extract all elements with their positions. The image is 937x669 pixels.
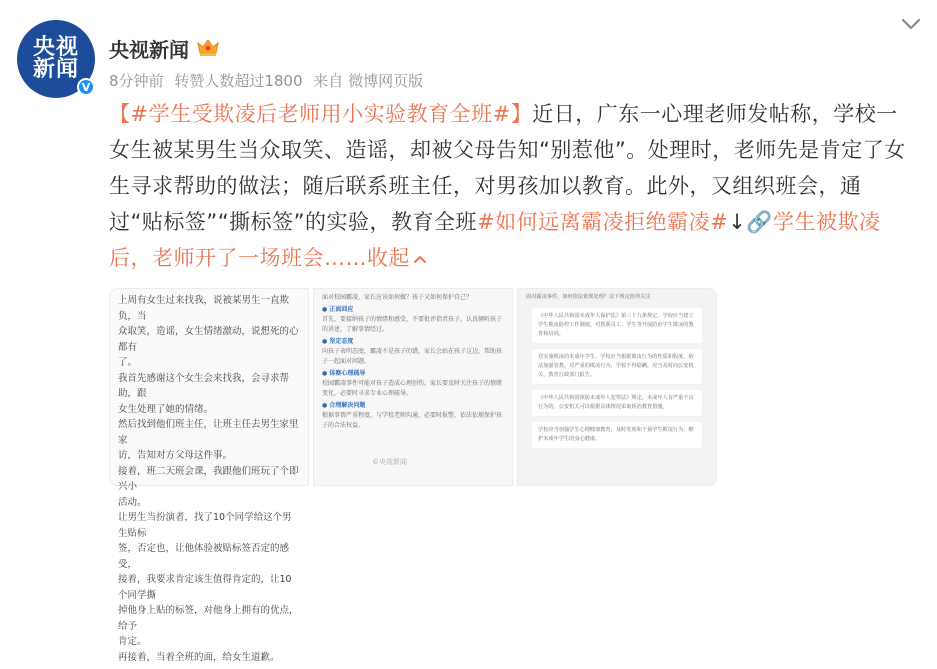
image-1-line: 接着，班二天班会课，我跟他们班玩了个即兴小 [118, 465, 299, 492]
image-2-section-body: 向孩子表明态度，霸凌不是孩子的错，家长会站在孩子这边，帮助孩子一起面对问题。 [322, 348, 503, 365]
image-1-text [110, 289, 308, 669]
image-3-intro: 面对霸凌事件，如何依法依规处理？以下规定值得关注 [526, 294, 651, 300]
image-2-section-body: 校园霸凌事件可能对孩子造成心理创伤，家长要及时关注孩子的情绪变化，必要时寻求专业心理疏导。 [322, 380, 503, 397]
account-name[interactable]: 央视新闻 [109, 38, 189, 62]
post-image-1[interactable] [109, 288, 309, 663]
post-body: 近日，广东一心理老师发帖称，学校一女生被某男生当众取笑、造谣，却被父母告知“别惹他”。处理时，老师先是肯定了女生寻求帮助的做法；随后联系班主任，对男孩加以教育。此外，又组织班会，通过“贴标签”“撕标签”的实验，教育全班 [109, 102, 906, 234]
image-1-line: 了。 [118, 357, 138, 368]
image-1-line: 肯定。 [118, 636, 147, 647]
article-link[interactable]: 🔗学生被欺凌后，老师开了一场班会…… [109, 210, 881, 270]
image-grid [109, 288, 717, 663]
image-1-line: 女生处理了她的情绪。 [118, 403, 214, 415]
image-1-line: 活动。 [118, 496, 147, 508]
verified-v-icon: V [77, 78, 95, 96]
image-3-text [518, 289, 716, 458]
image-1-line: 让男生当扮演者，找了10个同学给这个男生贴标 [118, 512, 292, 539]
post-time[interactable]: 8分钟前 [109, 72, 164, 90]
image-2-section-body: 根据事情严重程度，与学校老师沟通，必要时报警，依法依规保护孩子的合法权益。 [322, 412, 503, 429]
repost-count: 转赞人数超过1800 [174, 72, 303, 90]
collapse-button[interactable]: 收起 [367, 246, 428, 270]
image-2-section-title: ● 体察心理疏导 [322, 370, 366, 377]
post-meta [109, 70, 423, 91]
image-3-card: 学校应当加强学生心理健康教育，及时发现和干预学生欺凌行为，维护未成年学生的身心健康。 [532, 422, 702, 448]
chevron-up-icon [412, 253, 428, 265]
post-image-3[interactable] [517, 288, 717, 486]
hashtag-bullying[interactable]: #如何远离霸凌拒绝霸凌# [477, 210, 729, 234]
image-1-line: 接着，我要求肯定该生值得肯定的，让10个同学撕 [118, 574, 292, 601]
image-2-text [314, 289, 512, 435]
image-3-card: 对实施欺凌的未成年学生，学校应当根据欺凌行为的性质和程度，依法加强管教。对严重的欺凌行为，学校不得隐瞒，应当及时向公安机关、教育行政部门报告。 [532, 349, 702, 384]
hashtag-main[interactable]: 【#学生受欺凌后老师用小实验教育全班#】 [109, 102, 533, 126]
avatar-text-line1: 央视 [32, 34, 79, 60]
image-1-line: 签，否定也，让他体验被贴标签否定的感受， [118, 543, 290, 570]
image-2-intro: 面对校园霸凌，家长应该如何做？孩子又如何保护自己？ [322, 294, 473, 301]
post-text [109, 96, 909, 276]
post-image-2[interactable] [313, 288, 513, 486]
image-3-card: 《中华人民共和国未成年人保护法》第三十九条规定，学校应当建立学生欺凌防控工作制度，对教职员工、学生等开展防治学生欺凌的教育和培训。 [532, 308, 702, 343]
image-1-line: 再接着，当着全班的面，给女生道歉。 [118, 651, 280, 663]
image-2-section-title: ● 坚定态度 [322, 338, 354, 345]
chevron-down-icon[interactable] [900, 16, 922, 32]
vip-crown-icon [196, 37, 220, 57]
image-1-line: 众取笑，造谣，女生情绪激动，说想死的心都有 [118, 326, 299, 353]
down-arrow: ↓ [728, 210, 747, 234]
image-1-line: 然后找到他们班主任，让班主任去男生家里家 [118, 419, 299, 446]
image-1-line: 我首先感谢这个女生会来找我，会寻求帮助，跟 [118, 372, 290, 399]
image-1-line: 掉他身上贴的标签，对他身上拥有的优点，给予 [118, 605, 299, 632]
image-2-section-body: 首先，要接纳孩子的情绪和感受，不要批评指责孩子，认真倾听孩子的讲述，了解事情经过。 [322, 316, 503, 333]
image-2-section-title: ● 正面回应 [322, 306, 354, 313]
image-2-watermark: ©央视新闻 [372, 458, 407, 466]
image-1-line: 访，告知对方父母这件事。 [118, 450, 233, 461]
avatar-text-line2: 新闻 [32, 57, 79, 82]
image-1-line: 上周有女生过来找我，说被某男生一直欺负，当 [118, 295, 290, 322]
image-2-section-title: ● 合理解决问题 [322, 402, 366, 409]
post-source: 来自 微博网页版 [313, 72, 424, 90]
image-3-card: 《中华人民共和国预防未成年人犯罪法》规定，未成年人有严重不良行为的，公安机关可以根据具体情况采取矫治教育措施。 [532, 390, 702, 416]
